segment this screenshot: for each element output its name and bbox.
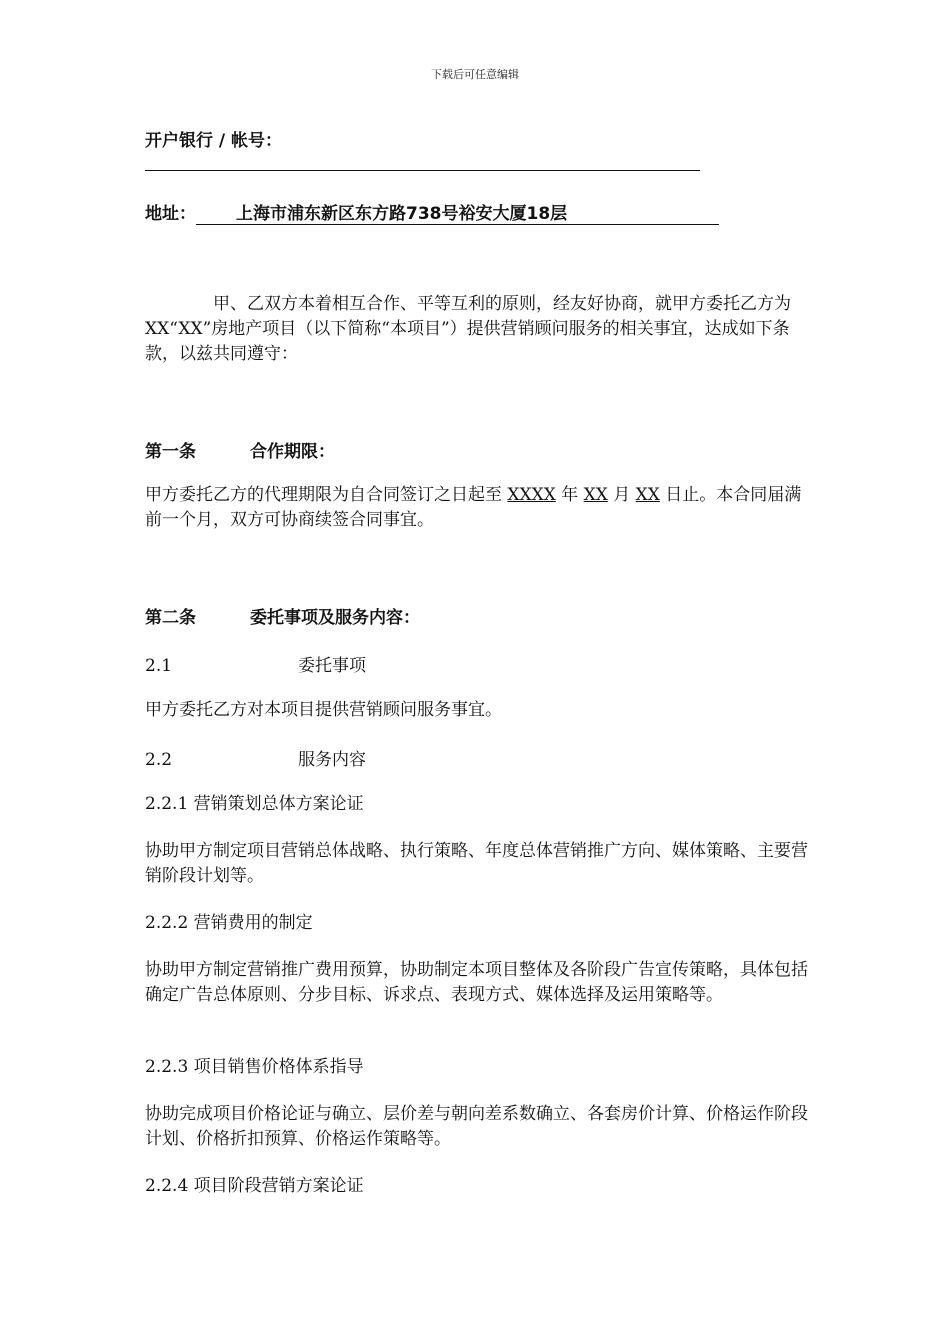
article-2-number: 第二条 <box>145 608 196 628</box>
address-line <box>145 199 810 225</box>
article-1-number: 第一条 <box>145 442 196 462</box>
section-2-1-title: 委托事项 <box>298 656 366 676</box>
article-1-text-after: 日止。本合同届满前一个月，双方可协商续签合同事宜。 <box>145 485 802 530</box>
article-2-title: 委托事项及服务内容： <box>250 608 420 628</box>
intro-paragraph <box>145 292 810 367</box>
bank-account-blank-line <box>145 170 700 171</box>
header-note: 下载后可任意编辑 <box>431 68 519 81</box>
section-2-2-3-title: 2.2.3 项目销售价格体系指导 <box>145 1057 364 1077</box>
address-value: 上海市浦东新区东方路738号裕安大厦18层 <box>196 199 719 225</box>
section-2-2-heading <box>145 745 810 770</box>
article-1-day: XX <box>635 485 660 505</box>
article-1-paragraph <box>145 483 810 533</box>
article-1-month-unit: 月 <box>613 485 631 505</box>
section-2-2-title: 服务内容 <box>298 750 366 770</box>
section-2-2-3-text: 协助完成项目价格论证与确立、层价差与朝向差系数确立、各套房价计算、价格运作阶段计划、价格折扣预算、价格运作策略等。 <box>145 1104 808 1149</box>
section-2-2-2-title: 2.2.2 营销费用的制定 <box>145 913 313 933</box>
article-2-heading <box>145 603 810 628</box>
section-2-1-heading <box>145 651 810 676</box>
article-1-year-unit: 年 <box>561 485 579 505</box>
section-2-1-number: 2.1 <box>145 656 173 676</box>
section-2-2-4-title: 2.2.4 项目阶段营销方案论证 <box>145 1176 364 1196</box>
article-1-text-before: 甲方委托乙方的代理期限为自合同签订之日起至 <box>145 485 502 505</box>
bank-account-label: 开户银行 / 帐号： <box>145 131 283 151</box>
address-label: 地址： <box>145 204 196 224</box>
section-2-2-2-text: 协助甲方制定营销推广费用预算，协助制定本项目整体及各阶段广告宣传策略，具体包括确定广告总体原则、分步目标、诉求点、表现方式、媒体选择及运用策略等。 <box>145 960 808 1005</box>
article-1-title: 合作期限： <box>250 442 335 462</box>
section-2-2-1-title: 2.2.1 营销策划总体方案论证 <box>145 794 364 814</box>
section-2-1-text: 甲方委托乙方对本项目提供营销顾问服务事宜。 <box>145 700 502 720</box>
article-1-year: XXXX <box>507 485 556 505</box>
section-2-2-1-text: 协助甲方制定项目营销总体战略、执行策略、年度总体营销推广方向、媒体策略、主要营销阶段计划等。 <box>145 841 808 886</box>
article-1-month: XX <box>583 485 608 505</box>
section-2-2-number: 2.2 <box>145 750 173 770</box>
intro-text: 甲、乙双方本着相互合作、平等互利的原则，经友好协商，就甲方委托乙方为XX“XX”房地产项目（以下简称“本项目”）提供营销顾问服务的相关事宜，达成如下条款，以兹共同遵守： <box>145 294 791 364</box>
article-1-heading <box>145 437 810 462</box>
